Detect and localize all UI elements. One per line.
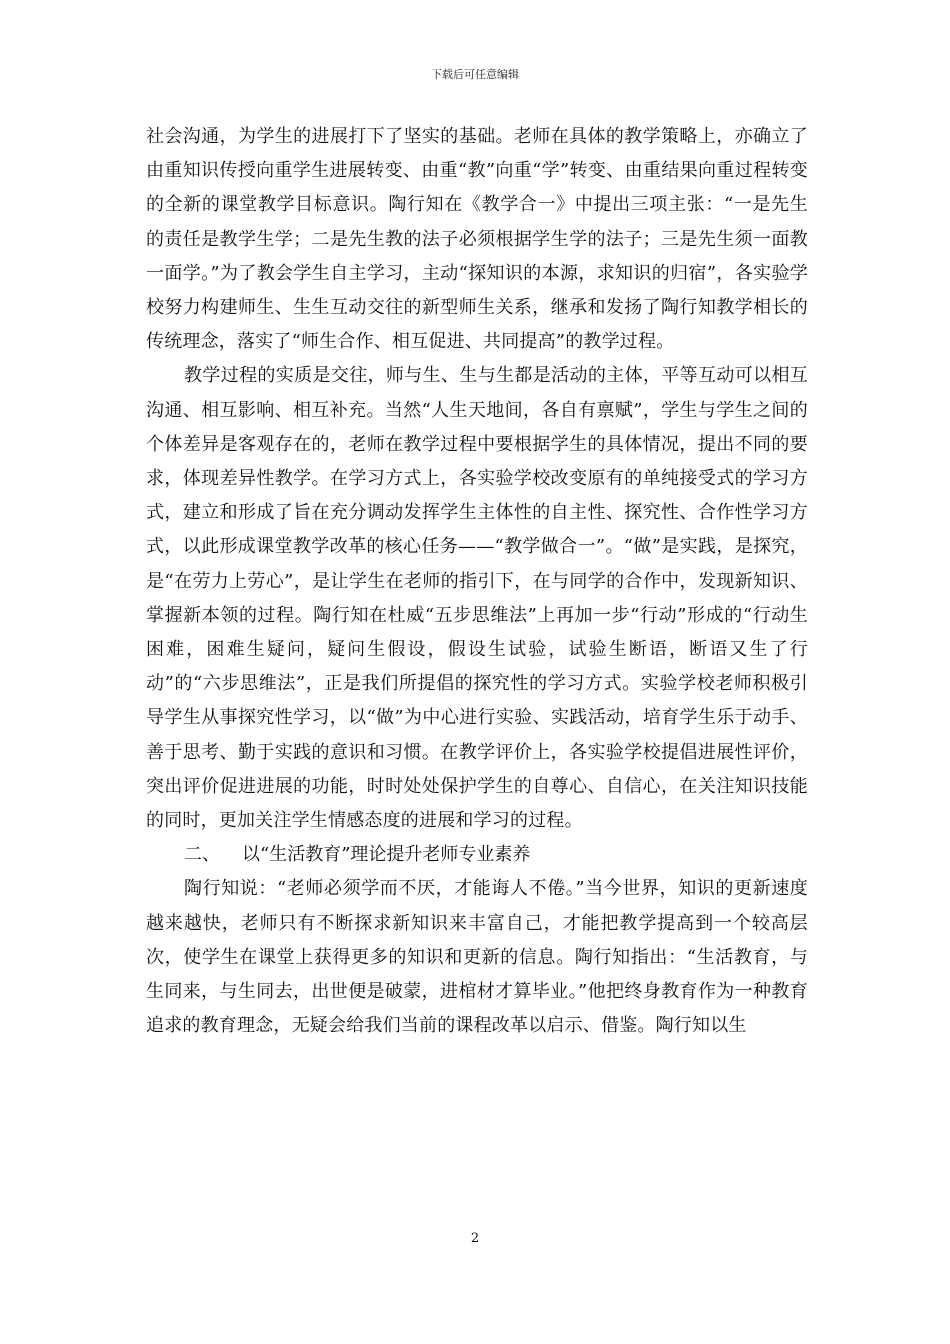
page-number: 2 [470,1231,480,1246]
page-header: 下载后可任意编辑 [431,68,519,81]
paragraph-continuation: 社会沟通，为学生的进展打下了坚实的基础。老师在具体的教学策略上，亦确立了由重知识传授向重学生进展转变、由重“教”向重“学”转变、由重结果向重过程转变的全新的课堂教学目标意识。陶行知在《教学合一》中提出三项主张：“一是先生的责任是教学生学；二是先生教的法子必须根据学生学的法子；三是先生须一面教一面学。”为了教会学生自主学习，主动“探知识的本源，求知识的归宿”，各实验学校努力构建师生、生生互动交往的新型师生关系，继承和发扬了陶行知教学相长的传统理念，落实了“师生合作、相互促进、共同提高”的教学过程。 [146,126,808,353]
paragraph-teaching-process: 教学过程的实质是交往，师与生、生与生都是活动的主体，平等互动可以相互沟通、相互影响、相互补充。当然“人生天地间，各自有禀赋”，学生与学生之间的个体差异是客观存在的，老师在教学过程中要根据学生的具体情况，提出不同的要求，体现差异性教学。在学习方式上，各实验学校改变原有的单纯接受式的学习方式，建立和形成了旨在充分调动发挥学生主体性的自主性、探究性、合作性学习方式，以此形成课堂教学改革的核心任务——“教学做合一”。“做”是实践，是探究，是“在劳力上劳心”，是让学生在老师的指引下，在与同学的合作中，发现新知识、掌握新本领的过程。陶行知在杜威“五步思维法”上再加一步“行动”形成的“行动生困难，困难生疑问，疑问生假设，假设生试验，试验生断语，断语又生了行动”的“六步思维法”，正是我们所提倡的探究性的学习方式。实验学校老师积极引导学生从事探究性学习，以“做”为中心进行实验、实践活动，培育学生乐于动手、善于思考、勤于实践的意识和习惯。在教学评价上，各实验学校提倡进展性评价，突出评价促进进展的功能，时时处处保护学生的自尊心、自信心，在关注知识技能的同时，更加关注学生情感态度的进展和学习的过程。 [146,365,808,832]
document-body [146,120,808,1043]
paragraph-teacher-learning: 陶行知说：“老师必须学而不厌，才能诲人不倦。”当今世界，知识的更新速度越来越快，老师只有不断探求新知识来丰富自己，才能把教学提高到一个较高层次，使学生在课堂上获得更多的知识和更新的信息。陶行知指出：“生活教育，与生同来，与生同去，出世便是破蒙，进棺材才算毕业。”他把终身教育作为一种教育追求的教育理念，无疑会给我们当前的课程改革以启示、借鉴。陶行知以生 [146,878,808,1037]
section-title: 以“生活教育”理论提升老师专业素养 [242,844,531,866]
section-heading [146,838,808,872]
section-number: 二、 [184,844,220,866]
